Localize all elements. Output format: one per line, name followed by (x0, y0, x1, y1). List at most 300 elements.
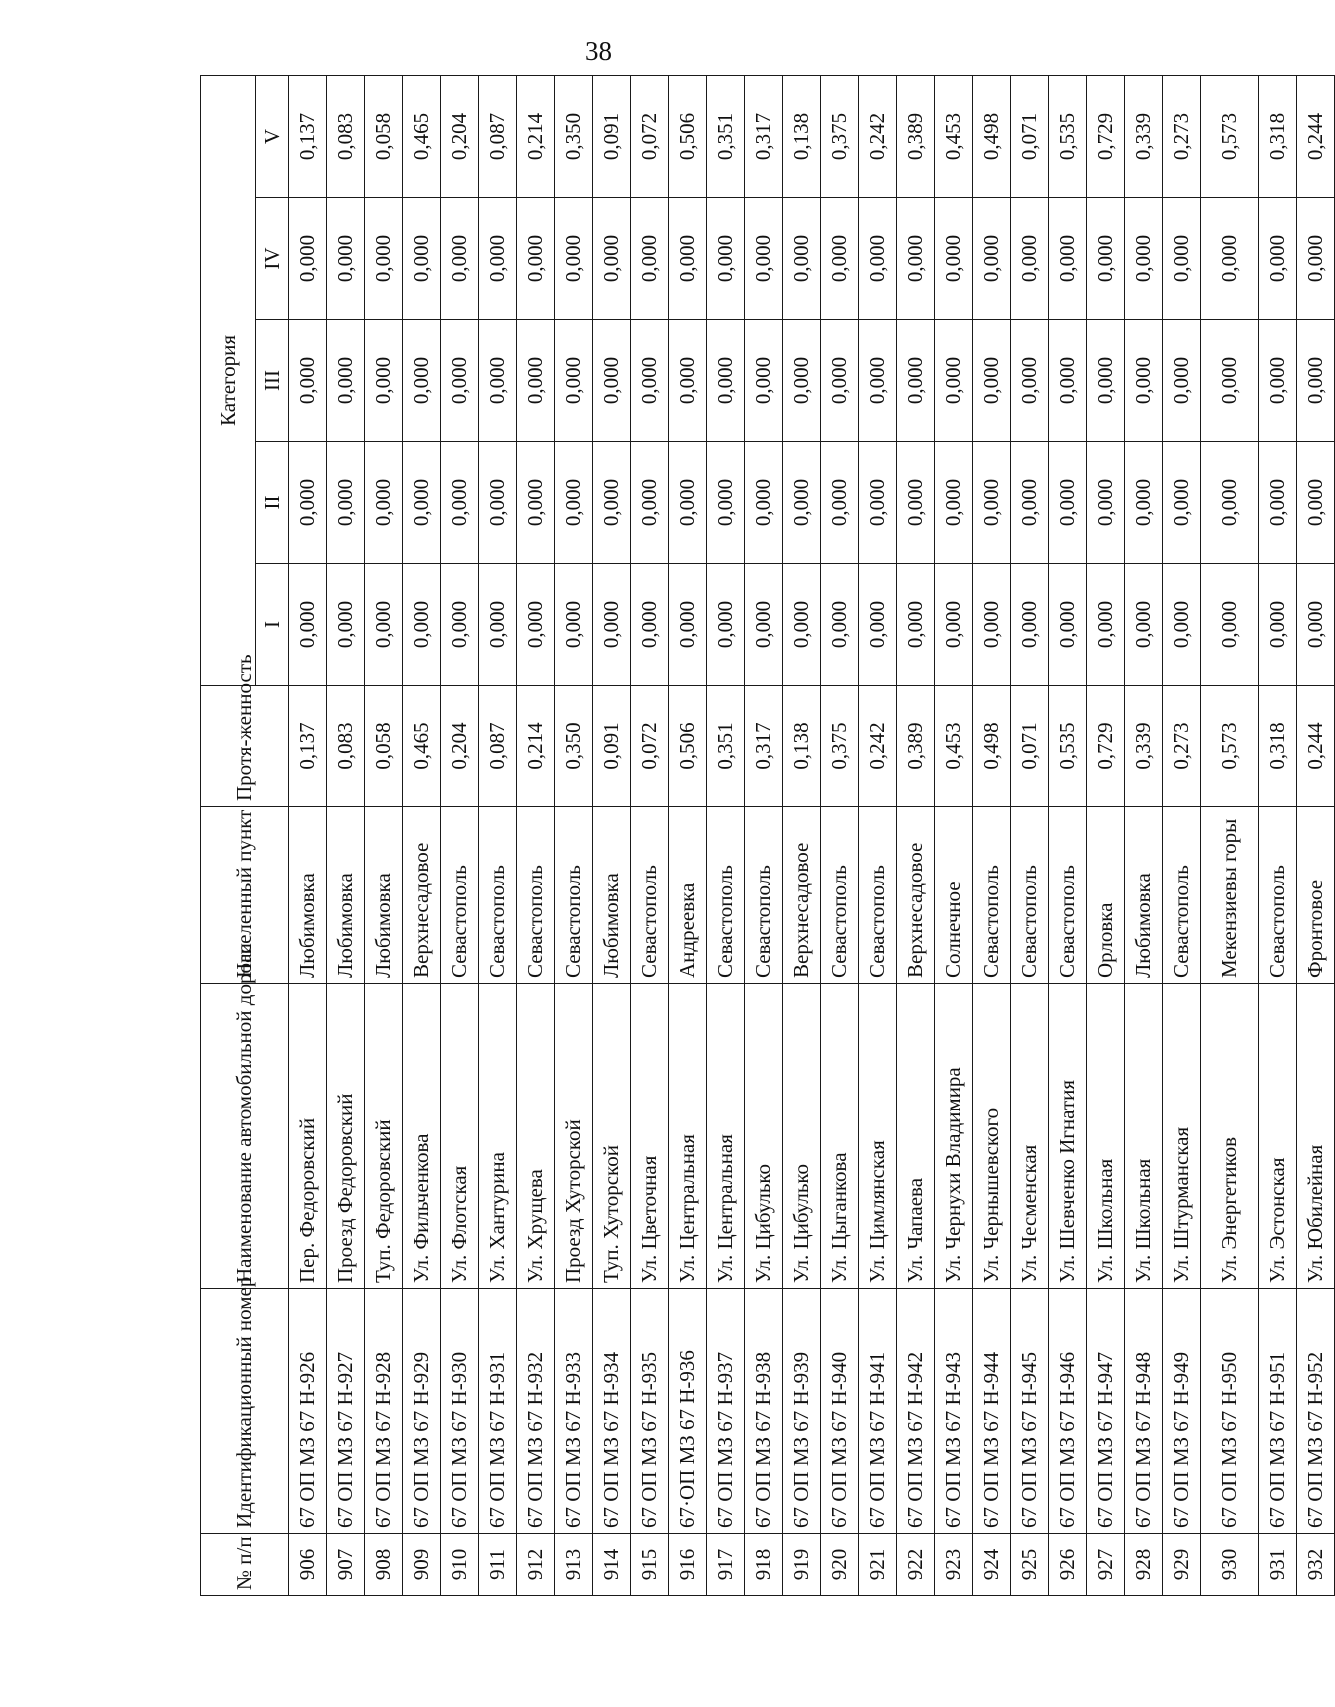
road-id: 67 ОП МЗ 67 Н-950 (1201, 1289, 1259, 1534)
category-i-value: 0,000 (821, 564, 859, 686)
category-ii-value: 0,000 (859, 442, 897, 564)
row-number: 922 (897, 1534, 935, 1596)
road-length: 0,317 (745, 686, 783, 807)
category-iii-value: 0,000 (479, 320, 517, 442)
row-number: 924 (973, 1534, 1011, 1596)
category-v-value: 0,573 (1201, 75, 1259, 197)
category-i-value: 0,000 (669, 564, 707, 686)
category-iii-value: 0,000 (1163, 320, 1201, 442)
category-ii-value: 0,000 (1201, 442, 1259, 564)
road-id: 67 ОП МЗ 67 Н-937 (707, 1289, 745, 1534)
road-name: Ул. Энергетиков (1201, 984, 1259, 1289)
category-v-value: 0,071 (1011, 75, 1049, 197)
category-iii-value: 0,000 (631, 320, 669, 442)
road-id: 67 ОП МЗ 67 Н-929 (403, 1289, 441, 1534)
road-length: 0,350 (555, 686, 593, 807)
category-v-value: 0,318 (1259, 75, 1297, 197)
table-row (1011, 75, 1049, 1595)
road-id: 67 ОП МЗ 67 Н-949 (1163, 1289, 1201, 1534)
category-iv-value: 0,000 (669, 198, 707, 320)
road-length: 0,242 (859, 686, 897, 807)
road-length: 0,244 (1297, 686, 1335, 807)
table-row (897, 75, 935, 1595)
roads-register-table (200, 75, 1335, 1596)
road-id: 67 ОП МЗ 67 Н-941 (859, 1289, 897, 1534)
road-length: 0,204 (441, 686, 479, 807)
category-v-value: 0,351 (707, 75, 745, 197)
settlement: Севастополь (1049, 807, 1087, 984)
road-length: 0,339 (1125, 686, 1163, 807)
category-v-value: 0,317 (745, 75, 783, 197)
settlement: Верхнесадовое (403, 807, 441, 984)
road-length: 0,318 (1259, 686, 1297, 807)
category-iv-value: 0,000 (327, 198, 365, 320)
category-i-value: 0,000 (745, 564, 783, 686)
road-id: 67 ОП МЗ 67 Н-947 (1087, 1289, 1125, 1534)
category-ii-value: 0,000 (745, 442, 783, 564)
road-id: 67 ОП МЗ 67 Н-932 (517, 1289, 555, 1534)
road-id: 67 ОП МЗ 67 Н-939 (783, 1289, 821, 1534)
category-iii-value: 0,000 (1259, 320, 1297, 442)
category-ii-value: 0,000 (593, 442, 631, 564)
settlement: Любимовка (327, 807, 365, 984)
row-number: 915 (631, 1534, 669, 1596)
road-id: 67 ОП МЗ 67 Н-942 (897, 1289, 935, 1534)
category-i-value: 0,000 (631, 564, 669, 686)
category-iii-value: 0,000 (707, 320, 745, 442)
category-iii-value: 0,000 (1087, 320, 1125, 442)
road-id: 67·ОП МЗ 67 Н-936 (669, 1289, 707, 1534)
road-length: 0,506 (669, 686, 707, 807)
category-iv-value: 0,000 (1011, 198, 1049, 320)
category-i-value: 0,000 (1087, 564, 1125, 686)
category-v-value: 0,087 (479, 75, 517, 197)
header-place: Населенный пункт (201, 807, 289, 984)
settlement: Севастополь (1259, 807, 1297, 984)
category-ii-value: 0,000 (1163, 442, 1201, 564)
category-i-value: 0,000 (783, 564, 821, 686)
table-row (517, 75, 555, 1595)
settlement: Севастополь (517, 807, 555, 984)
table-row (859, 75, 897, 1595)
row-number: 921 (859, 1534, 897, 1596)
category-ii-value: 0,000 (783, 442, 821, 564)
category-iv-value: 0,000 (479, 198, 517, 320)
settlement: Любимовка (1125, 807, 1163, 984)
category-iii-value: 0,000 (365, 320, 403, 442)
table-row (1163, 75, 1201, 1595)
category-iv-value: 0,000 (707, 198, 745, 320)
category-iv-value: 0,000 (1297, 198, 1335, 320)
header-cat-v: V (256, 75, 289, 197)
category-iv-value: 0,000 (1125, 198, 1163, 320)
category-ii-value: 0,000 (1259, 442, 1297, 564)
road-name: Ул. Центральная (669, 984, 707, 1289)
road-name: Проезд Федоровский (327, 984, 365, 1289)
category-i-value: 0,000 (593, 564, 631, 686)
header-cat-ii: II (256, 442, 289, 564)
rotated-table-container (200, 76, 1328, 1596)
road-length: 0,535 (1049, 686, 1087, 807)
road-id: 67 ОП МЗ 67 Н-948 (1125, 1289, 1163, 1534)
row-number: 918 (745, 1534, 783, 1596)
settlement: Севастополь (479, 807, 517, 984)
category-v-value: 0,214 (517, 75, 555, 197)
road-length: 0,091 (593, 686, 631, 807)
category-iv-value: 0,000 (783, 198, 821, 320)
category-iii-value: 0,000 (973, 320, 1011, 442)
table-body (289, 75, 1335, 1595)
road-length: 0,214 (517, 686, 555, 807)
road-length: 0,351 (707, 686, 745, 807)
category-iv-value: 0,000 (555, 198, 593, 320)
table-row (745, 75, 783, 1595)
category-v-value: 0,091 (593, 75, 631, 197)
category-iii-value: 0,000 (1125, 320, 1163, 442)
road-name: Ул. Чапаева (897, 984, 935, 1289)
road-name: Ул. Чернышевского (973, 984, 1011, 1289)
road-length: 0,453 (935, 686, 973, 807)
table-row (1259, 75, 1297, 1595)
category-ii-value: 0,000 (441, 442, 479, 564)
header-cat-iii: III (256, 320, 289, 442)
settlement: Фронтовое (1297, 807, 1335, 984)
category-iii-value: 0,000 (1201, 320, 1259, 442)
category-iii-value: 0,000 (859, 320, 897, 442)
road-length: 0,138 (783, 686, 821, 807)
category-v-value: 0,083 (327, 75, 365, 197)
road-length: 0,071 (1011, 686, 1049, 807)
road-id: 67 ОП МЗ 67 Н-952 (1297, 1289, 1335, 1534)
road-name: Туп. Федоровский (365, 984, 403, 1289)
category-iv-value: 0,000 (935, 198, 973, 320)
road-name: Проезд Хуторской (555, 984, 593, 1289)
category-iii-value: 0,000 (821, 320, 859, 442)
category-v-value: 0,339 (1125, 75, 1163, 197)
category-v-value: 0,729 (1087, 75, 1125, 197)
category-iii-value: 0,000 (403, 320, 441, 442)
category-v-value: 0,389 (897, 75, 935, 197)
header-category: Категория (201, 75, 256, 685)
row-number: 906 (289, 1534, 327, 1596)
settlement: Севастополь (555, 807, 593, 984)
road-length: 0,465 (403, 686, 441, 807)
row-number: 910 (441, 1534, 479, 1596)
road-name: Ул. Центральная (707, 984, 745, 1289)
category-i-value: 0,000 (555, 564, 593, 686)
road-name: Ул. Юбилейная (1297, 984, 1335, 1289)
road-length: 0,389 (897, 686, 935, 807)
category-iii-value: 0,000 (669, 320, 707, 442)
category-iv-value: 0,000 (403, 198, 441, 320)
category-iii-value: 0,000 (745, 320, 783, 442)
category-iii-value: 0,000 (783, 320, 821, 442)
road-id: 67 ОП МЗ 67 Н-933 (555, 1289, 593, 1534)
category-iv-value: 0,000 (289, 198, 327, 320)
category-i-value: 0,000 (1049, 564, 1087, 686)
table-row (935, 75, 973, 1595)
category-v-value: 0,273 (1163, 75, 1201, 197)
table-row (327, 75, 365, 1595)
category-ii-value: 0,000 (973, 442, 1011, 564)
settlement: Севастополь (631, 807, 669, 984)
category-i-value: 0,000 (327, 564, 365, 686)
road-name: Ул. Цимлянская (859, 984, 897, 1289)
category-ii-value: 0,000 (821, 442, 859, 564)
settlement: Севастополь (859, 807, 897, 984)
road-name: Ул. Школьная (1125, 984, 1163, 1289)
table-row (1297, 75, 1335, 1595)
road-name: Ул. Чернухи Владимира (935, 984, 973, 1289)
category-iii-value: 0,000 (289, 320, 327, 442)
category-ii-value: 0,000 (555, 442, 593, 564)
category-iv-value: 0,000 (897, 198, 935, 320)
category-v-value: 0,072 (631, 75, 669, 197)
category-v-value: 0,350 (555, 75, 593, 197)
page-number: 38 (585, 36, 612, 66)
category-i-value: 0,000 (403, 564, 441, 686)
header-length: Протя-женность (201, 686, 289, 807)
table-row (365, 75, 403, 1595)
category-v-value: 0,506 (669, 75, 707, 197)
row-number: 923 (935, 1534, 973, 1596)
category-i-value: 0,000 (1259, 564, 1297, 686)
category-iii-value: 0,000 (1011, 320, 1049, 442)
settlement: Севастополь (745, 807, 783, 984)
table-row (821, 75, 859, 1595)
settlement: Севастополь (441, 807, 479, 984)
table-row (1087, 75, 1125, 1595)
road-id: 67 ОП МЗ 67 Н-944 (973, 1289, 1011, 1534)
row-number: 929 (1163, 1534, 1201, 1596)
settlement: Орловка (1087, 807, 1125, 984)
road-length: 0,087 (479, 686, 517, 807)
category-i-value: 0,000 (1201, 564, 1259, 686)
table-row (707, 75, 745, 1595)
category-i-value: 0,000 (289, 564, 327, 686)
table-row (555, 75, 593, 1595)
settlement: Севастополь (973, 807, 1011, 984)
row-number: 927 (1087, 1534, 1125, 1596)
road-name: Ул. Цибулько (783, 984, 821, 1289)
road-name: Ул. Штурманская (1163, 984, 1201, 1289)
row-number: 926 (1049, 1534, 1087, 1596)
table-row (669, 75, 707, 1595)
category-iii-value: 0,000 (517, 320, 555, 442)
category-iv-value: 0,000 (1163, 198, 1201, 320)
road-id: 67 ОП МЗ 67 Н-928 (365, 1289, 403, 1534)
category-iii-value: 0,000 (935, 320, 973, 442)
road-length: 0,573 (1201, 686, 1259, 807)
category-ii-value: 0,000 (1125, 442, 1163, 564)
settlement: Солнечное (935, 807, 973, 984)
category-i-value: 0,000 (479, 564, 517, 686)
category-i-value: 0,000 (859, 564, 897, 686)
road-name: Ул. Эстонская (1259, 984, 1297, 1289)
header-id: Идентификационный номер (201, 1289, 289, 1534)
row-number: 931 (1259, 1534, 1297, 1596)
road-name: Ул. Хрущева (517, 984, 555, 1289)
header-cat-iv: IV (256, 198, 289, 320)
row-number: 916 (669, 1534, 707, 1596)
settlement: Верхнесадовое (897, 807, 935, 984)
row-number: 914 (593, 1534, 631, 1596)
road-id: 67 ОП МЗ 67 Н-938 (745, 1289, 783, 1534)
row-number: 932 (1297, 1534, 1335, 1596)
road-name: Пер. Федоровский (289, 984, 327, 1289)
category-i-value: 0,000 (935, 564, 973, 686)
road-name: Ул. Шевченко Игнатия (1049, 984, 1087, 1289)
category-i-value: 0,000 (1163, 564, 1201, 686)
category-iii-value: 0,000 (555, 320, 593, 442)
table-row (403, 75, 441, 1595)
category-i-value: 0,000 (517, 564, 555, 686)
road-length: 0,729 (1087, 686, 1125, 807)
row-number: 919 (783, 1534, 821, 1596)
table-row (479, 75, 517, 1595)
category-iv-value: 0,000 (1049, 198, 1087, 320)
category-iii-value: 0,000 (441, 320, 479, 442)
road-id: 67 ОП МЗ 67 Н-946 (1049, 1289, 1087, 1534)
header-row (201, 75, 256, 1595)
category-ii-value: 0,000 (1049, 442, 1087, 564)
table-row (973, 75, 1011, 1595)
category-iii-value: 0,000 (327, 320, 365, 442)
category-iv-value: 0,000 (1201, 198, 1259, 320)
road-length: 0,058 (365, 686, 403, 807)
category-i-value: 0,000 (707, 564, 745, 686)
category-iv-value: 0,000 (365, 198, 403, 320)
row-number: 930 (1201, 1534, 1259, 1596)
category-i-value: 0,000 (1125, 564, 1163, 686)
category-iv-value: 0,000 (593, 198, 631, 320)
category-ii-value: 0,000 (1087, 442, 1125, 564)
road-id: 67 ОП МЗ 67 Н-931 (479, 1289, 517, 1534)
row-number: 908 (365, 1534, 403, 1596)
settlement: Севастополь (1163, 807, 1201, 984)
row-number: 917 (707, 1534, 745, 1596)
category-iv-value: 0,000 (821, 198, 859, 320)
table-row (441, 75, 479, 1595)
road-id: 67 ОП МЗ 67 Н-935 (631, 1289, 669, 1534)
road-name: Ул. Цибулько (745, 984, 783, 1289)
category-iv-value: 0,000 (517, 198, 555, 320)
category-iii-value: 0,000 (593, 320, 631, 442)
category-ii-value: 0,000 (517, 442, 555, 564)
header-road-name: Наименование автомобильной дороги (201, 984, 289, 1289)
category-i-value: 0,000 (897, 564, 935, 686)
road-name: Ул. Цыганкова (821, 984, 859, 1289)
road-length: 0,375 (821, 686, 859, 807)
category-ii-value: 0,000 (1011, 442, 1049, 564)
settlement: Мекензиевы горы (1201, 807, 1259, 984)
settlement: Любимовка (365, 807, 403, 984)
settlement: Севастополь (707, 807, 745, 984)
settlement: Верхнесадовое (783, 807, 821, 984)
category-v-value: 0,204 (441, 75, 479, 197)
category-ii-value: 0,000 (897, 442, 935, 564)
category-v-value: 0,498 (973, 75, 1011, 197)
category-iv-value: 0,000 (1087, 198, 1125, 320)
road-length: 0,137 (289, 686, 327, 807)
category-i-value: 0,000 (1297, 564, 1335, 686)
row-number: 920 (821, 1534, 859, 1596)
category-ii-value: 0,000 (289, 442, 327, 564)
road-name: Ул. Флотская (441, 984, 479, 1289)
table-row (783, 75, 821, 1595)
category-iv-value: 0,000 (441, 198, 479, 320)
road-name: Ул. Школьная (1087, 984, 1125, 1289)
table-row (1125, 75, 1163, 1595)
category-v-value: 0,453 (935, 75, 973, 197)
table-row (1201, 75, 1259, 1595)
settlement: Севастополь (821, 807, 859, 984)
category-iv-value: 0,000 (973, 198, 1011, 320)
category-ii-value: 0,000 (707, 442, 745, 564)
category-v-value: 0,535 (1049, 75, 1087, 197)
road-id: 67 ОП МЗ 67 Н-927 (327, 1289, 365, 1534)
category-i-value: 0,000 (1011, 564, 1049, 686)
category-v-value: 0,465 (403, 75, 441, 197)
row-number: 925 (1011, 1534, 1049, 1596)
table-row (593, 75, 631, 1595)
settlement: Любимовка (593, 807, 631, 984)
category-v-value: 0,137 (289, 75, 327, 197)
row-number: 928 (1125, 1534, 1163, 1596)
road-length: 0,072 (631, 686, 669, 807)
settlement: Любимовка (289, 807, 327, 984)
road-id: 67 ОП МЗ 67 Н-951 (1259, 1289, 1297, 1534)
category-iv-value: 0,000 (631, 198, 669, 320)
category-iii-value: 0,000 (1049, 320, 1087, 442)
settlement: Андреевка (669, 807, 707, 984)
road-length: 0,273 (1163, 686, 1201, 807)
category-ii-value: 0,000 (327, 442, 365, 564)
category-iv-value: 0,000 (745, 198, 783, 320)
table-row (1049, 75, 1087, 1595)
category-iii-value: 0,000 (1297, 320, 1335, 442)
category-ii-value: 0,000 (479, 442, 517, 564)
road-name: Ул. Хантурина (479, 984, 517, 1289)
table-row (631, 75, 669, 1595)
road-name: Ул. Цветочная (631, 984, 669, 1289)
category-iv-value: 0,000 (1259, 198, 1297, 320)
category-v-value: 0,058 (365, 75, 403, 197)
road-name: Ул. Фильченкова (403, 984, 441, 1289)
category-ii-value: 0,000 (1297, 442, 1335, 564)
category-i-value: 0,000 (973, 564, 1011, 686)
road-id: 67 ОП МЗ 67 Н-934 (593, 1289, 631, 1534)
category-i-value: 0,000 (365, 564, 403, 686)
road-length: 0,498 (973, 686, 1011, 807)
road-id: 67 ОП МЗ 67 Н-930 (441, 1289, 479, 1534)
category-ii-value: 0,000 (365, 442, 403, 564)
road-name: Ул. Чесменская (1011, 984, 1049, 1289)
road-id: 67 ОП МЗ 67 Н-926 (289, 1289, 327, 1534)
category-iv-value: 0,000 (859, 198, 897, 320)
category-v-value: 0,244 (1297, 75, 1335, 197)
row-number: 909 (403, 1534, 441, 1596)
category-v-value: 0,375 (821, 75, 859, 197)
category-v-value: 0,242 (859, 75, 897, 197)
header-cat-i: I (256, 564, 289, 686)
category-i-value: 0,000 (441, 564, 479, 686)
category-iii-value: 0,000 (897, 320, 935, 442)
category-ii-value: 0,000 (935, 442, 973, 564)
row-number: 907 (327, 1534, 365, 1596)
row-number: 913 (555, 1534, 593, 1596)
row-number: 911 (479, 1534, 517, 1596)
